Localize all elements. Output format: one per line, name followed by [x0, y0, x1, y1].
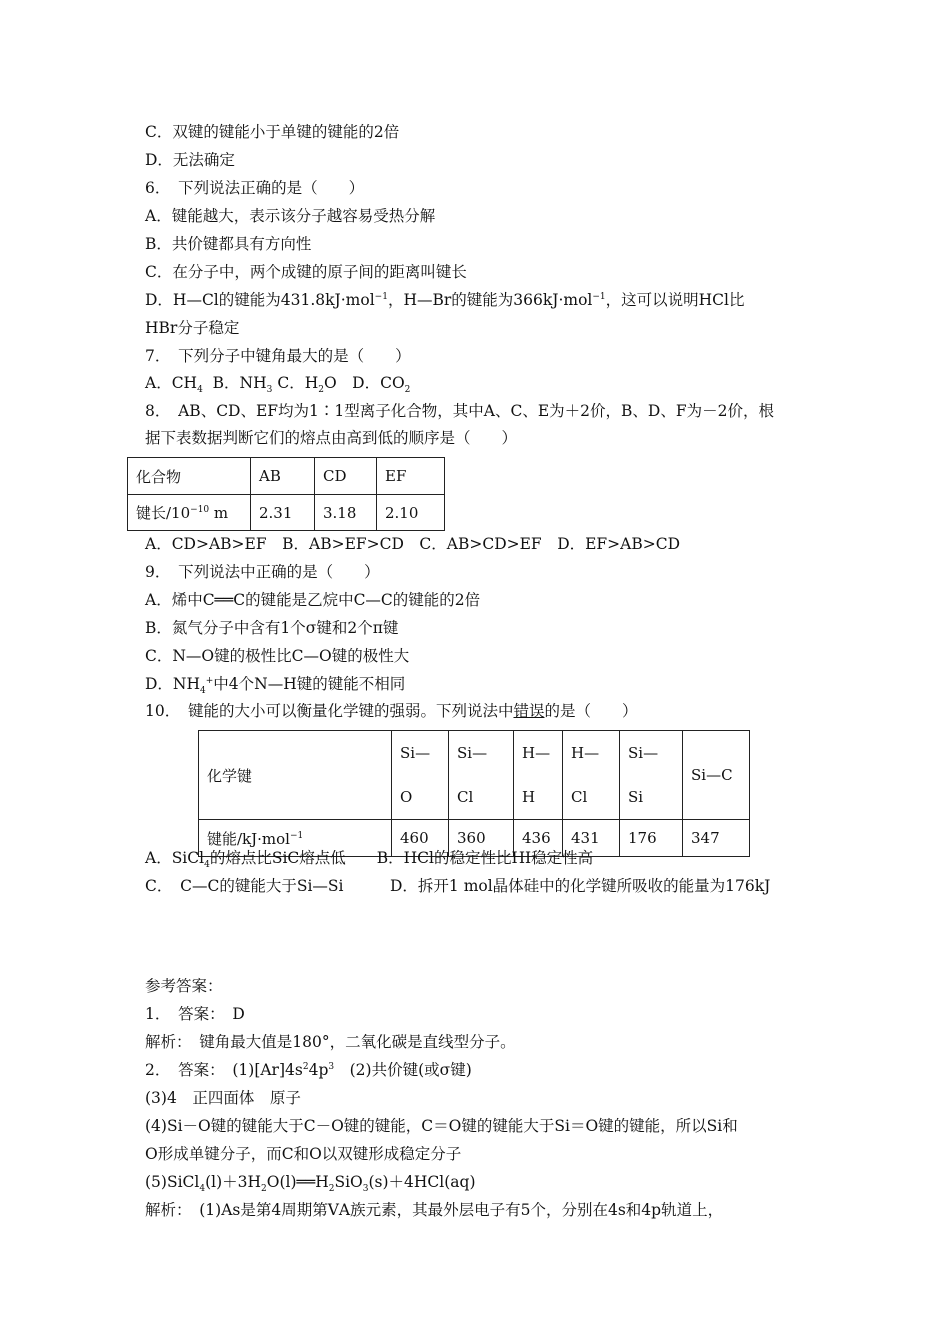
- q5-option-d: D．无法确定: [145, 151, 235, 169]
- q10-options-cd: C． C—C的键能大于Si—Si D．拆开1 mol晶体硅中的化学键所吸收的能量为176kJ: [145, 877, 771, 895]
- q9-option-a: A．烯中C══C的键能是乙烷中C—C的键能的2倍: [145, 591, 481, 609]
- q5-option-c: C．双键的键能小于单键的键能的2倍: [145, 123, 400, 141]
- q6-option-c: C．在分子中，两个成键的原子间的距离叫键长: [145, 263, 467, 281]
- table10-cell: 436: [514, 820, 563, 857]
- answer-2-part3: (3)4 正四面体 原子: [145, 1089, 301, 1107]
- answer-2-part5: $(5)SiCl_4(l)+3H_2O(l)══H_2SiO_3(s)+4HCl(aq)$: [145, 1173, 476, 1195]
- table10-cell: 176: [620, 820, 683, 857]
- q6-stem: 6． 下列说法正确的是（ ）: [145, 179, 365, 197]
- q10-stem: 10． 键能的大小可以衡量化学键的强弱。下列说法中错误的是（ ）: [145, 702, 638, 720]
- q10-options-ab: A．SiCl$_4$的熔点比SiC熔点低 B．HCl的稳定性比HI稳定性高: [145, 849, 594, 871]
- q7-stem: 7． 下列分子中键角最大的是（ ）: [145, 347, 411, 365]
- q6-option-b: B．共价键都具有方向性: [145, 235, 312, 253]
- table10-bond: Si— O: [392, 731, 449, 820]
- q9-option-b: B．氮气分子中含有1个σ键和2个π键: [145, 619, 399, 637]
- table10-bond: H— Cl: [563, 731, 620, 820]
- q6-option-d: D．H—Cl的键能为431.8kJ·mol$^{-1}$，H—Br的键能为366kJ·mol$^{-1}$，这可以说明HCl比: [145, 291, 745, 309]
- q9-option-c: C．N—O键的极性比C—O键的极性大: [145, 647, 410, 665]
- q8-stem-2: 据下表数据判断它们的熔点由高到低的顺序是（ ）: [145, 429, 518, 447]
- table10-cell: 431: [563, 820, 620, 857]
- table10-bond: Si— Si: [620, 731, 683, 820]
- table10-header: 化学键: [199, 731, 392, 820]
- table8-header: 化合物: [128, 458, 251, 495]
- table-bond-length: [127, 457, 445, 531]
- q8-stem-1: 8． AB、CD、EF均为1∶1型离子化合物，其中A、C、E为＋2价，B、D、F为－2价，根: [145, 402, 774, 420]
- q8-options: A．CD>AB>EF B．AB>EF>CD C．AB>CD>EF D．EF>AB>CD: [145, 535, 681, 553]
- table8-header: EF: [377, 458, 445, 495]
- table8-header: CD: [315, 458, 377, 495]
- answer-1: 1． 答案： D: [145, 1005, 245, 1023]
- table10-bond: Si—C: [683, 731, 750, 820]
- answer-2-explanation: 解析： (1)As是第4周期第ⅤA族元素，其最外层电子有5个，分别在4s和4p轨道上，: [145, 1201, 724, 1219]
- table10-cell: 360: [449, 820, 514, 857]
- answer-2-part4-cont: O形成单键分子，而C和O以双键形成稳定分子: [145, 1145, 462, 1163]
- q9-option-d: D．$NH_4^+$中4个N—H键的键能不相同: [145, 675, 406, 697]
- table8-header: AB: [251, 458, 315, 495]
- answer-1-explanation: 解析： 键角最大值是180°，二氧化碳是直线型分子。: [145, 1033, 516, 1051]
- table8-cell: 2.31: [251, 495, 315, 531]
- q6-option-d-cont: HBr分子稳定: [145, 319, 240, 337]
- table10-bond: Si— Cl: [449, 731, 514, 820]
- q7-options: A．$CH_4$ B．$NH_3$ C．$H_2O$ D．$CO_2$: [145, 374, 411, 396]
- answer-2-part4: (4)Si－O键的键能大于C－O键的键能，C＝O键的键能大于Si＝O键的键能，所以Si和: [145, 1117, 738, 1135]
- table10-row-label: 键能/kJ·mol$^{-1}$: [199, 820, 392, 857]
- table10-cell: 460: [392, 820, 449, 857]
- q6-option-a: A．键能越大，表示该分子越容易受热分解: [145, 207, 436, 225]
- answers-title: 参考答案：: [145, 977, 223, 995]
- table10-bond: H— H: [514, 731, 563, 820]
- table10-cell: 347: [683, 820, 750, 857]
- q9-stem: 9． 下列说法中正确的是（ ）: [145, 563, 380, 581]
- table-bond-energy: [198, 730, 750, 857]
- table8-cell: 3.18: [315, 495, 377, 531]
- table8-cell: 2.10: [377, 495, 445, 531]
- answer-2: 2． 答案： $(1)[Ar]4s^24p^3$ (2)共价键(或σ键): [145, 1061, 472, 1079]
- table8-row-label: 键长$/10^{-10}$ m: [128, 495, 251, 531]
